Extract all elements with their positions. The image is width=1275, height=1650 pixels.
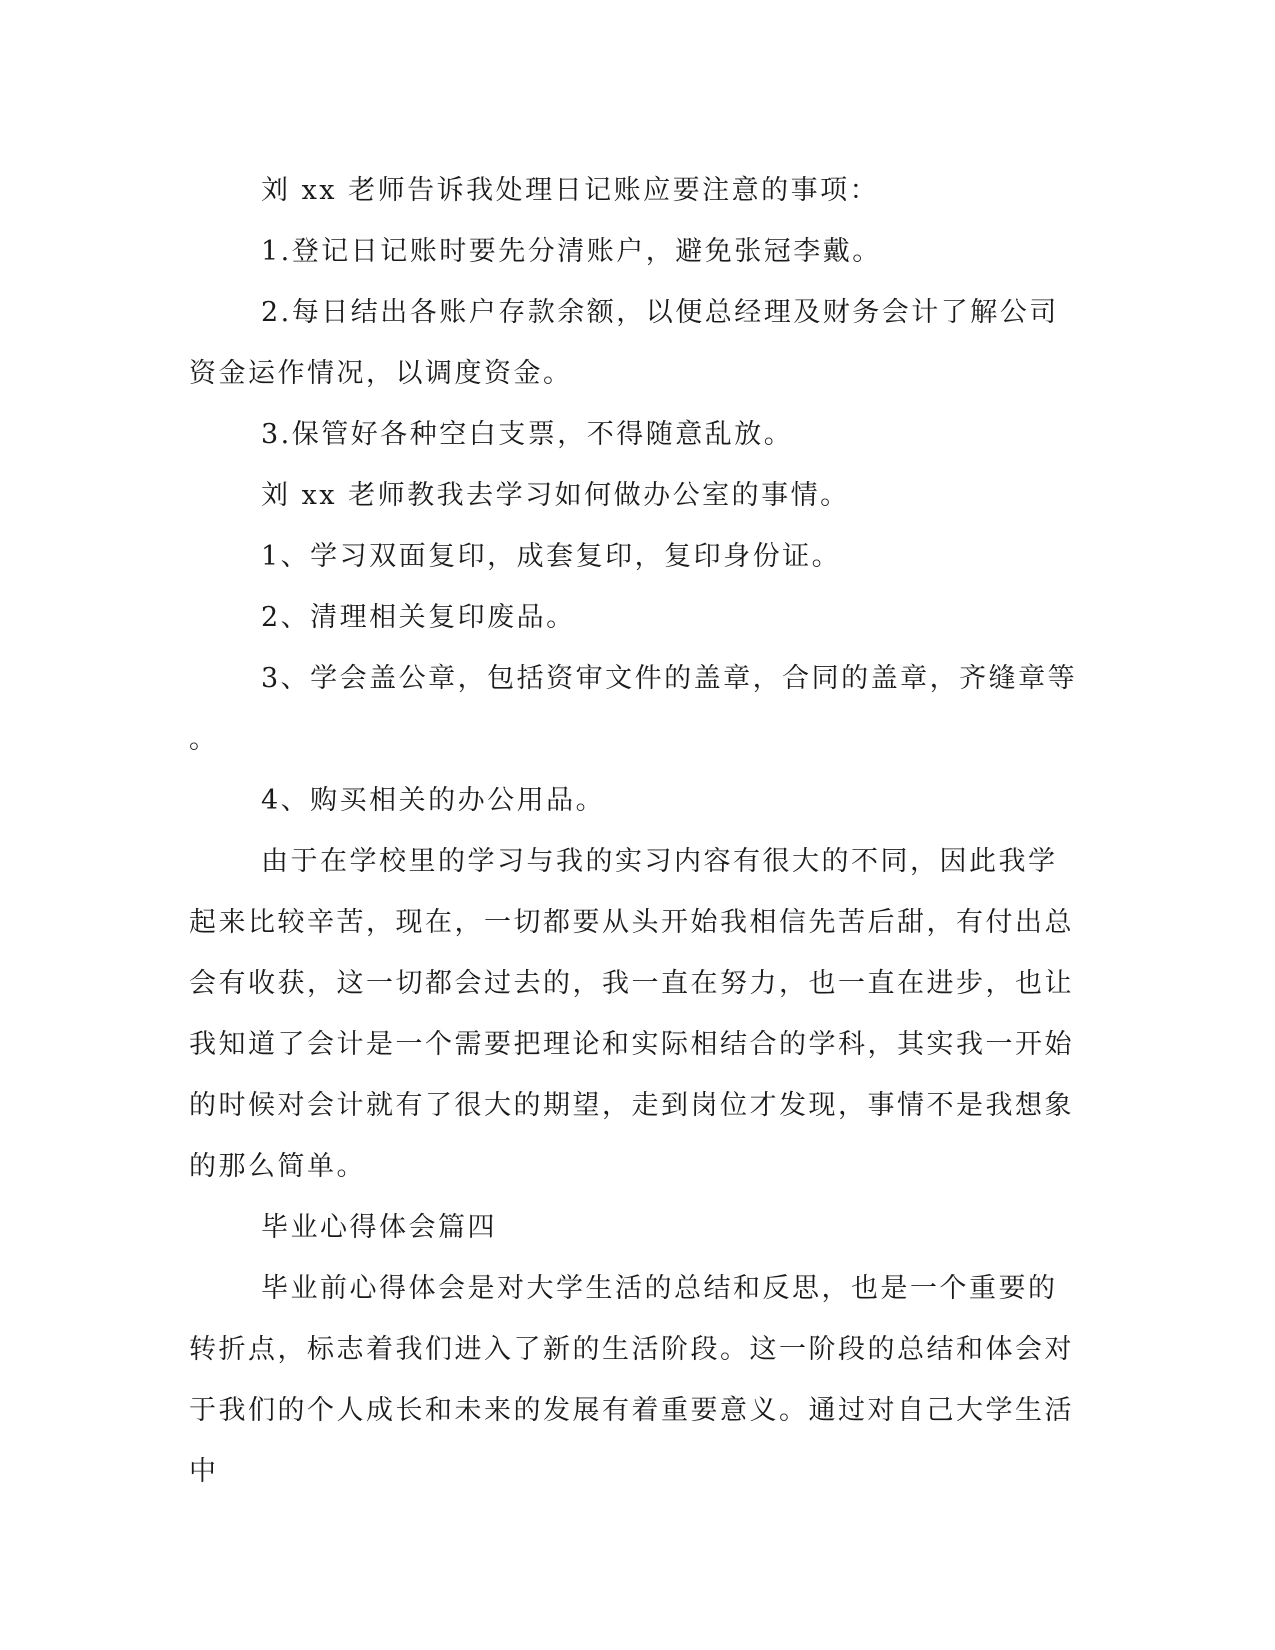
paragraph-office-item-2: 2、清理相关复印废品。 bbox=[261, 602, 576, 633]
paragraph-item-1: 1.登记日记账时要先分清账户，避免张冠李戴。 bbox=[261, 236, 882, 267]
paragraph-item-3: 3.保管好各种空白支票，不得随意乱放。 bbox=[261, 419, 794, 450]
paragraph-office-item-4: 4、购买相关的办公用品。 bbox=[261, 785, 606, 816]
paragraph-office-intro: 刘 xx 老师教我去学习如何做办公室的事情。 bbox=[261, 480, 850, 511]
paragraph-item-2: 2.每日结出各账户存款余额，以便总经理及财务会计了解公司资金运作情况，以调度资金。 bbox=[189, 297, 1059, 389]
section-heading: 毕业心得体会篇四 bbox=[261, 1212, 497, 1243]
paragraph-graduation: 毕业前心得体会是对大学生活的总结和反思，也是一个重要的转折点，标志着我们进入了新的生活阶段。这一阶段的总结和体会对于我们的个人成长和未来的发展有着重要意义。通过对自己大学生活中 bbox=[189, 1273, 1074, 1487]
paragraph-trailing-period: 。 bbox=[189, 724, 219, 755]
paragraph-office-item-3: 3、学会盖公章，包括资审文件的盖章，合同的盖章，齐缝章等 bbox=[261, 663, 1078, 694]
paragraph-instructions-intro: 刘 xx 老师告诉我处理日记账应要注意的事项： bbox=[261, 175, 880, 206]
paragraph-reflection: 由于在学校里的学习与我的实习内容有很大的不同，因此我学起来比较辛苦，现在，一切都要从头开始我相信先苦后甜，有付出总会有收获，这一切都会过去的，我一直在努力，也一直在进步，也让我知道了会计是一个需要把理论和实际相结合的学科，其实我一开始的时候对会计就有了很大的期望，走到岗位才发现，事情不是我想象的那么简单。 bbox=[189, 846, 1074, 1182]
paragraph-office-item-1: 1、学习双面复印，成套复印，复印身份证。 bbox=[261, 541, 842, 572]
document-body bbox=[189, 160, 1084, 1502]
